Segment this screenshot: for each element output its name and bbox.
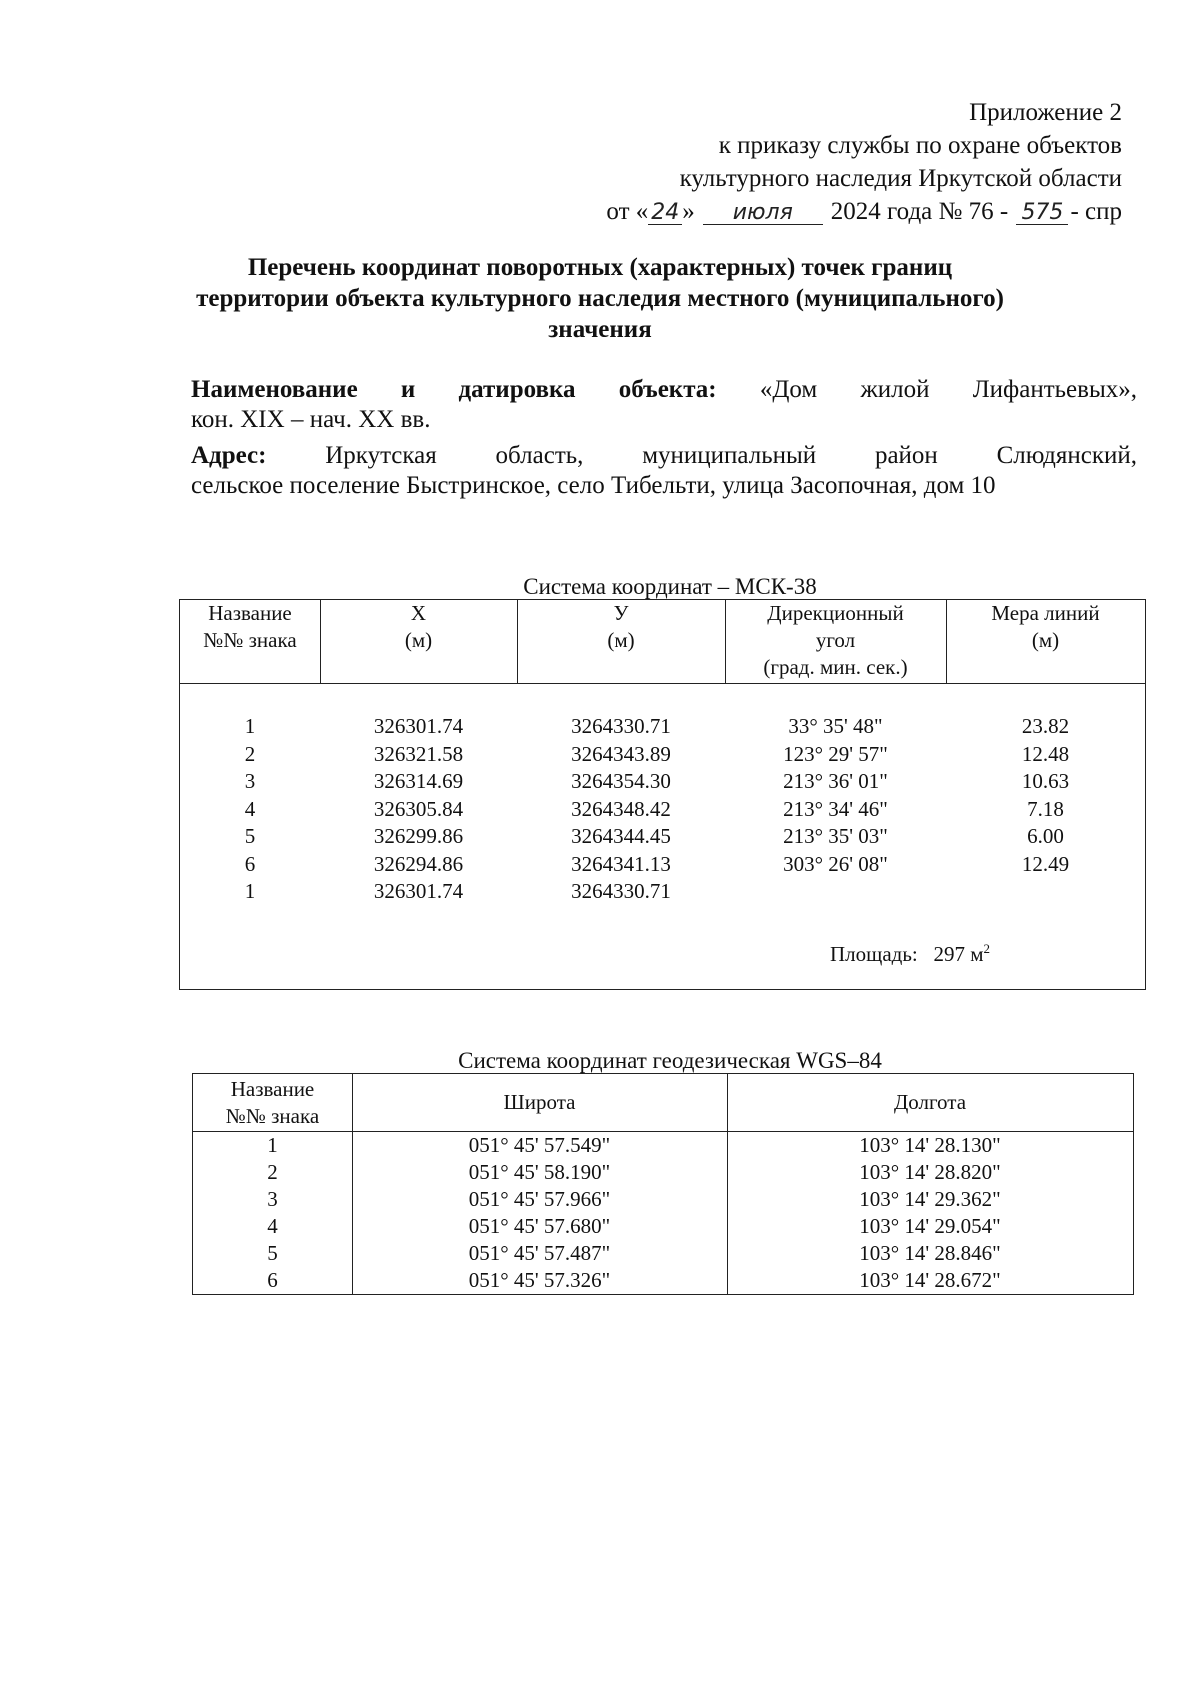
wgs84-header-sign: Название №№ знака [225,1077,320,1128]
msk38-cell-y: 3264348.42 [571,796,671,821]
wgs84-cell-sign: 4 [267,1214,278,1238]
table-row [180,795,1145,823]
handwritten-month: июля [703,202,823,225]
appendix-label: Приложение 2 [969,99,1122,126]
msk38-cell-x: 326301.74 [373,879,464,903]
wgs84-cell-latitude: 051° 45' 57.549" [468,1133,611,1157]
object-name-label: Наименование и датировка объекта: [191,376,717,403]
area-value: 297 м [933,942,984,966]
msk38-cell-x: 326301.74 [373,714,464,738]
wgs84-cell-longitude: 103° 14' 28.130" [859,1133,1001,1157]
wgs84-cell-latitude: 051° 45' 57.487" [468,1241,611,1265]
msk38-cell-y: 3264354.30 [571,769,671,793]
msk38-header-bearing: Дирекционный угол (град. мин. сек.) [763,601,908,679]
msk38-header-sign: Название №№ знака [203,601,297,652]
object-name-paragraph [191,375,1137,435]
wgs84-cell-latitude: 051° 45' 57.966" [468,1187,611,1211]
table-row [193,1213,1133,1240]
msk38-cell-length: 7.18 [1027,796,1064,821]
wgs84-cell-longitude: 103° 14' 28.672" [859,1268,1001,1292]
object-dating: кон. XIX – нач. XX вв. [191,406,431,433]
wgs84-cell-sign: 6 [267,1268,278,1292]
table-row [193,1240,1133,1267]
msk38-cell-bearing: 33° 35' 48" [788,714,883,738]
order-suffix: - спр [1070,198,1122,225]
msk38-cell-y: 3264330.71 [571,714,671,738]
wgs84-cell-longitude: 103° 14' 28.846" [859,1241,1001,1265]
msk38-cell-y: 3264341.13 [571,851,671,876]
msk38-cell-y: 3264330.71 [571,879,671,903]
msk38-table [179,599,1146,990]
wgs84-header-longitude: Долгота [893,1090,967,1114]
msk38-cell-x: 326305.84 [373,796,464,821]
wgs84-cell-longitude: 103° 14' 28.820" [859,1160,1001,1184]
msk38-cell-x: 326294.86 [373,851,464,876]
address-label: Адрес: [191,442,267,469]
document-title [150,252,1050,345]
msk38-header-x: Х (м) [404,601,433,652]
msk38-cell-length: 10.63 [1021,769,1070,793]
msk38-cell-length: 12.48 [1021,741,1070,766]
msk38-table-body [180,712,1145,912]
msk38-cell-sign: 2 [244,741,256,766]
order-date-line [606,197,1122,226]
address-paragraph [191,441,1137,501]
date-close: » [682,198,695,225]
msk38-cell-length: 23.82 [1021,714,1070,738]
msk38-cell-sign: 5 [244,824,256,848]
msk38-header-length: Мера линий (м) [991,601,1100,652]
address-value-line-1: Иркутская область, муниципальный район Слюдянский, [325,442,1137,469]
wgs84-table-caption: Система координат геодезическая WGS–84 [458,1048,882,1073]
msk38-cell-x: 326299.86 [373,824,464,848]
msk38-cell-length: 12.49 [1021,851,1070,876]
msk38-header-y: У (м) [607,601,635,652]
table-row [180,850,1145,878]
table-row [180,740,1145,768]
title-line-2: территории объекта культурного наследия местного (муниципального) [196,285,1004,312]
wgs84-cell-longitude: 103° 14' 29.362" [859,1187,1001,1211]
msk38-cell-sign: 1 [244,714,256,738]
wgs84-cell-latitude: 051° 45' 58.190" [468,1160,611,1184]
wgs84-cell-sign: 2 [267,1160,278,1184]
msk38-cell-sign: 4 [244,796,256,821]
address-value-line-2: сельское поселение Быстринское, село Тибельти, улица Засопочная, дом 10 [191,472,996,499]
table-row [193,1159,1133,1186]
wgs84-cell-latitude: 051° 45' 57.326" [468,1268,611,1292]
handwritten-order-number: 575 [1016,202,1068,225]
wgs84-table [192,1073,1134,1295]
wgs84-cell-sign: 1 [267,1133,278,1157]
area-label: Площадь: [830,942,918,966]
handwritten-day: 24 [648,202,682,225]
wgs84-header-latitude: Широта [503,1090,576,1114]
area-row [830,935,1130,968]
msk38-cell-sign: 6 [244,851,256,876]
title-line-3: значения [548,316,652,343]
order-year-text: 2024 года № 76 - [830,198,1009,225]
msk38-cell-length: 6.00 [1027,824,1064,848]
msk38-cell-bearing: 213° 35' 03" [783,824,888,848]
wgs84-cell-latitude: 051° 45' 57.680" [468,1214,611,1238]
msk38-cell-y: 3264343.89 [571,741,671,766]
msk38-cell-x: 326321.58 [373,741,464,766]
table-row [193,1267,1133,1294]
wgs84-cell-sign: 5 [267,1241,278,1265]
order-reference-line: к приказу службы по охране объектов [718,132,1122,159]
wgs84-cell-longitude: 103° 14' 29.054" [859,1214,1001,1238]
msk38-cell-bearing: 303° 26' 08" [783,851,888,876]
msk38-cell-sign: 1 [244,879,256,903]
table-row [180,767,1145,795]
msk38-cell-y: 3264344.45 [571,824,671,848]
title-line-1: Перечень координат поворотных (характерных) точек границ [247,254,953,281]
table-row [193,1132,1133,1159]
date-prefix: от « [606,198,649,225]
area-unit-superscript: 2 [983,941,991,956]
authority-line: культурного наследия Иркутской области [679,165,1122,192]
wgs84-cell-sign: 3 [267,1187,278,1211]
msk38-table-caption: Система координат – МСК-38 [523,574,817,599]
msk38-cell-bearing: 213° 36' 01" [783,769,888,793]
msk38-cell-x: 326314.69 [373,769,464,793]
msk38-cell-bearing: 213° 34' 46" [783,796,888,821]
table-row [180,822,1145,850]
table-row [180,877,1145,905]
wgs84-table-body [193,1132,1133,1294]
msk38-cell-bearing: 123° 29' 57" [783,741,888,766]
table-row [180,712,1145,740]
msk38-cell-sign: 3 [244,769,256,793]
table-row [193,1186,1133,1213]
object-name-value: «Дом жилой Лифантьевых», [759,376,1137,403]
